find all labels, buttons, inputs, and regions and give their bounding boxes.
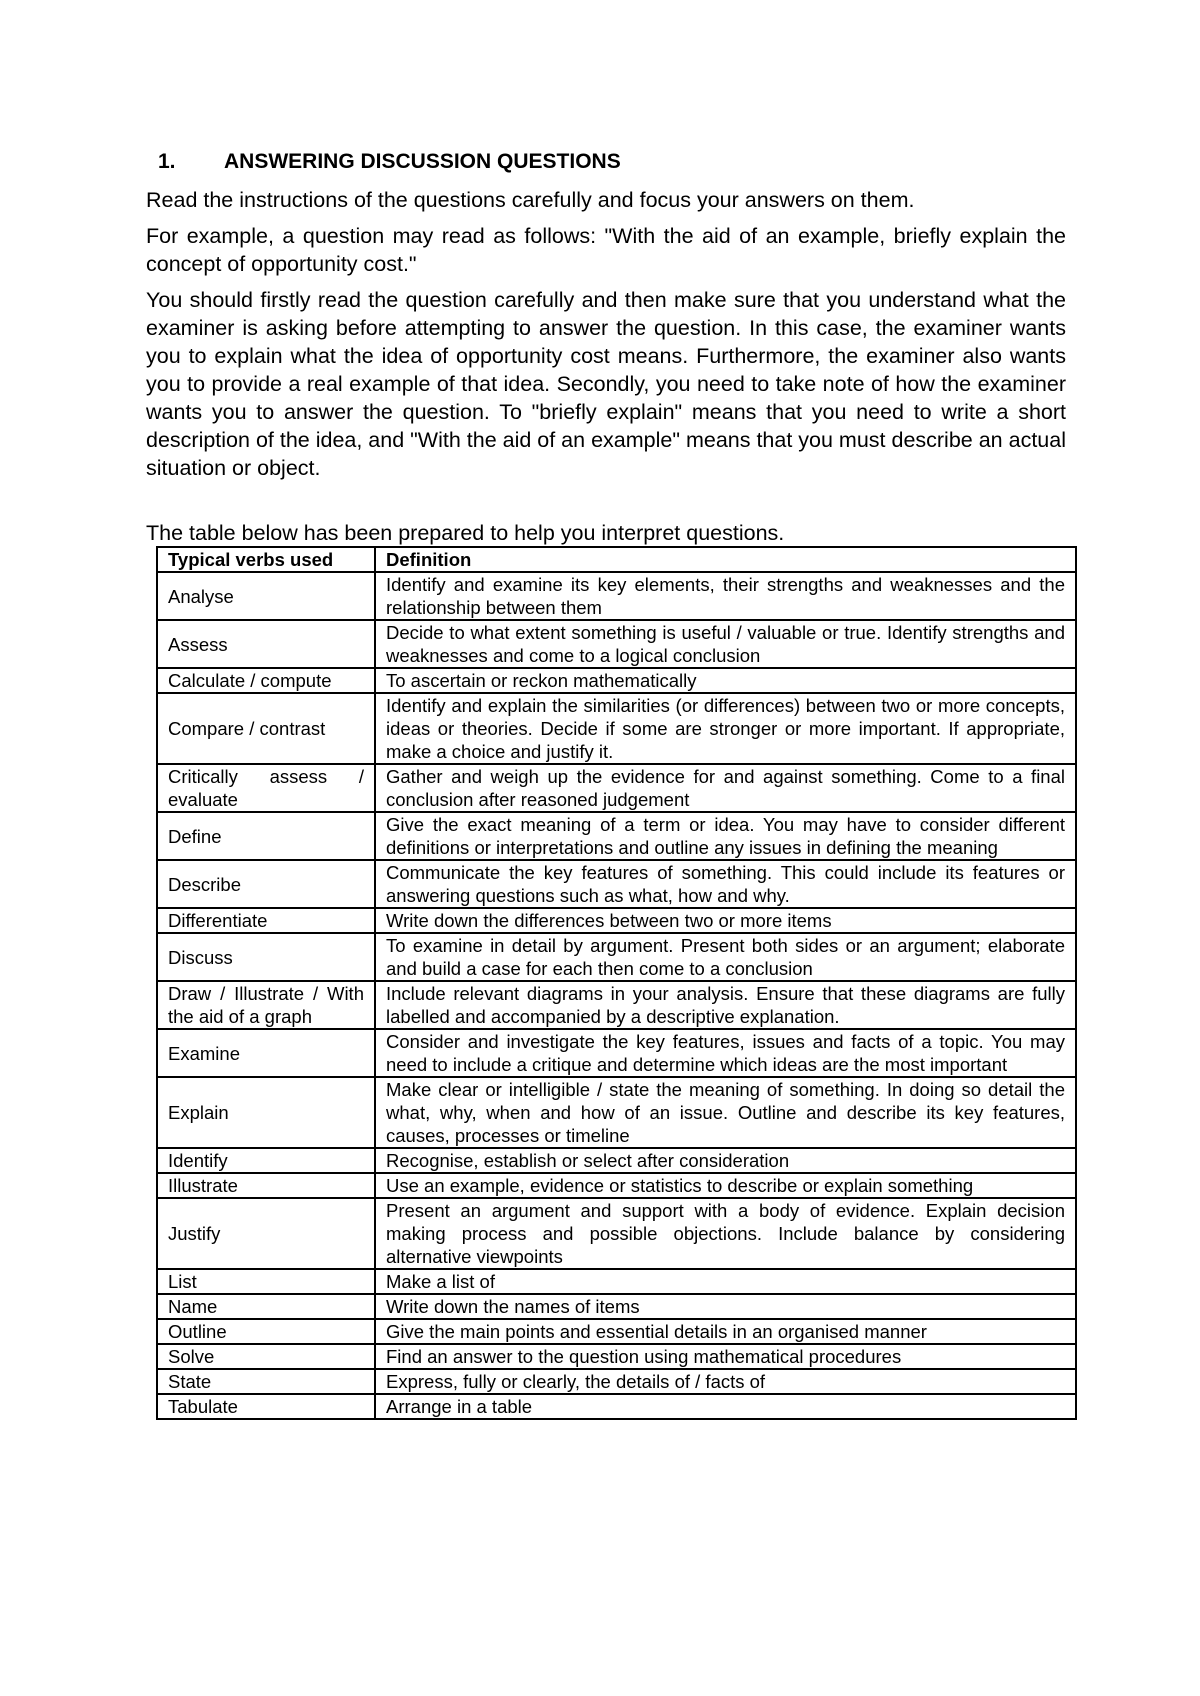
table-row: [157, 764, 1076, 812]
table-row: [157, 860, 1076, 908]
verb-cell: List: [157, 1269, 375, 1294]
table-row: [157, 908, 1076, 933]
definition-cell: Find an answer to the question using mathematical procedures: [375, 1344, 1076, 1369]
header-definition: Definition: [375, 547, 1076, 572]
definition-cell: Include relevant diagrams in your analysis. Ensure that these diagrams are fully labelled and accompanied by a descriptive explanation.: [375, 981, 1076, 1029]
section-title: ANSWERING DISCUSSION QUESTIONS: [224, 150, 621, 173]
definition-cell: Write down the differences between two or more items: [375, 908, 1076, 933]
paragraph-instructions: Read the instructions of the questions carefully and focus your answers on them.: [146, 188, 915, 212]
definition-cell: To examine in detail by argument. Present both sides or an argument; elaborate and build a case for each then come to a conclusion: [375, 933, 1076, 981]
verb-cell: Discuss: [157, 933, 375, 981]
definition-cell: Write down the names of items: [375, 1294, 1076, 1319]
table-row: [157, 1029, 1076, 1077]
table-row: [157, 1369, 1076, 1394]
definition-cell: Recognise, establish or select after consideration: [375, 1148, 1076, 1173]
section-heading: [158, 150, 1066, 174]
table-row: [157, 1173, 1076, 1198]
definition-cell: Decide to what extent something is useful / valuable or true. Identify strengths and weaknesses and come to a logical conclusion: [375, 620, 1076, 668]
verb-cell: Analyse: [157, 572, 375, 620]
table-row: [157, 981, 1076, 1029]
table-row: [157, 620, 1076, 668]
table-row: [157, 693, 1076, 764]
verb-cell: Solve: [157, 1344, 375, 1369]
verb-cell: Differentiate: [157, 908, 375, 933]
definition-cell: Express, fully or clearly, the details of / facts of: [375, 1369, 1076, 1394]
verb-cell: Describe: [157, 860, 375, 908]
verb-cell: Name: [157, 1294, 375, 1319]
verb-cell: Illustrate: [157, 1173, 375, 1198]
verb-cell: Critically assess / evaluate: [157, 764, 375, 812]
verb-cell: Explain: [157, 1077, 375, 1148]
table-row: [157, 1148, 1076, 1173]
table-row: [157, 812, 1076, 860]
verb-cell: Justify: [157, 1198, 375, 1269]
table-row: [157, 1394, 1076, 1419]
header-verbs: Typical verbs used: [157, 547, 375, 572]
section-number: 1.: [158, 150, 176, 173]
definition-cell: Communicate the key features of something. This could include its features or answering questions such as what, how and why.: [375, 860, 1076, 908]
verb-cell: Assess: [157, 620, 375, 668]
table-row: [157, 1319, 1076, 1344]
definition-cell: Give the exact meaning of a term or idea. You may have to consider different definitions or interpretations and outline any issues in defining the meaning: [375, 812, 1076, 860]
table-row: [157, 933, 1076, 981]
verb-cell: Define: [157, 812, 375, 860]
verbs-table: [156, 546, 1077, 1420]
definition-cell: Use an example, evidence or statistics to describe or explain something: [375, 1173, 1076, 1198]
verb-cell: Draw / Illustrate / With the aid of a graph: [157, 981, 375, 1029]
definition-cell: Make a list of: [375, 1269, 1076, 1294]
paragraph-example: For example, a question may read as follows: "With the aid of an example, briefly explain the concept of opportunity cost.": [146, 224, 1066, 276]
table-row: [157, 572, 1076, 620]
table-row: [157, 1344, 1076, 1369]
definition-cell: Present an argument and support with a body of evidence. Explain decision making process and possible objections. Include balance by considering alternative viewpoints: [375, 1198, 1076, 1269]
verb-cell: Calculate / compute: [157, 668, 375, 693]
table-row: [157, 1294, 1076, 1319]
definition-cell: Identify and examine its key elements, their strengths and weaknesses and the relationship between them: [375, 572, 1076, 620]
definition-cell: To ascertain or reckon mathematically: [375, 668, 1076, 693]
verb-cell: State: [157, 1369, 375, 1394]
definition-cell: Gather and weigh up the evidence for and against something. Come to a final conclusion after reasoned judgement: [375, 764, 1076, 812]
verb-cell: Examine: [157, 1029, 375, 1077]
verb-cell: Compare / contrast: [157, 693, 375, 764]
table-row: [157, 668, 1076, 693]
verb-cell: Identify: [157, 1148, 375, 1173]
table-header-row: [157, 547, 1076, 572]
table-row: [157, 1269, 1076, 1294]
document-page: [146, 150, 1066, 1420]
verb-cell: Outline: [157, 1319, 375, 1344]
table-intro: The table below has been prepared to help you interpret questions.: [146, 521, 785, 545]
definition-cell: Consider and investigate the key features, issues and facts of a topic. You may need to include a critique and determine which ideas are the most important: [375, 1029, 1076, 1077]
definition-cell: Arrange in a table: [375, 1394, 1076, 1419]
definition-cell: Make clear or intelligible / state the meaning of something. In doing so detail the what, why, when and how of an issue. Outline and describe its key features, causes, processes or timeline: [375, 1077, 1076, 1148]
definition-cell: Identify and explain the similarities (or differences) between two or more concepts, ideas or theories. Decide if some are stronger or more important. If appropriate, make a choice and justify it.: [375, 693, 1076, 764]
table-row: [157, 1077, 1076, 1148]
paragraph-explanation: You should firstly read the question carefully and then make sure that you understand what the examiner is asking before attempting to answer the question. In this case, the examiner wants you to explain what the idea of opportunity cost means. Furthermore, the examiner also wants you to provide a real example of that idea. Secondly, you need to take note of how the examiner wants you to answer the question. To "briefly explain" means that you need to write a short description of the idea, and "With the aid of an example" means that you must describe an actual situation or object.: [146, 288, 1066, 480]
verb-cell: Tabulate: [157, 1394, 375, 1419]
table-row: [157, 1198, 1076, 1269]
definition-cell: Give the main points and essential details in an organised manner: [375, 1319, 1076, 1344]
